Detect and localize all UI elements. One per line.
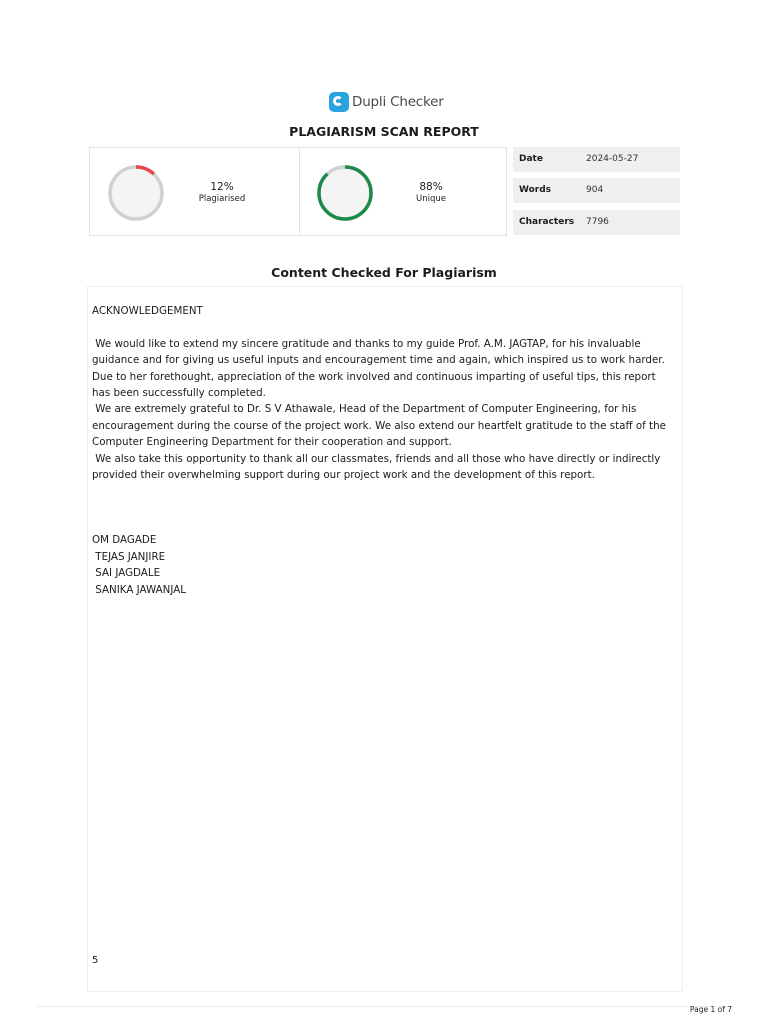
report-title: PLAGIARISM SCAN REPORT — [289, 124, 479, 139]
content-paragraph: We are extremely grateful to Dr. S V Athawale, Head of the Department of Computer Engineering, for his encouragement during the course of the project work. We also extend our heartfelt gratitude to the staff of the Computer Engineering Department for their cooperation and support. — [92, 403, 670, 449]
author-name: SAI JAGDALE — [92, 567, 161, 580]
footer-divider — [36, 1006, 732, 1007]
dupli-checker-logo-icon — [329, 92, 349, 112]
content-paragraph: We also take this opportunity to thank all our classmates, friends and all those who have directly or indirectly provided their overwhelming support during our project work and the development of this report. — [92, 452, 664, 482]
content-section-title: Content Checked For Plagiarism — [271, 265, 497, 280]
plagiarised-ring-chart — [107, 164, 165, 222]
meta-key: Words — [519, 185, 552, 195]
plagiarised-label: Plagiarised — [198, 194, 246, 204]
unique-label: Unique — [416, 194, 446, 204]
meta-row-characters — [513, 210, 680, 235]
scan-summary-panel — [89, 147, 507, 236]
author-name: OM DAGADE — [92, 534, 157, 547]
document-page-number: 5 — [92, 955, 99, 966]
stats-divider — [299, 148, 300, 235]
unique-percent: 88% — [419, 181, 443, 193]
meta-row-words — [513, 178, 680, 203]
plagiarised-ring-track — [110, 167, 162, 219]
meta-value: 2024-05-27 — [586, 154, 639, 164]
content-heading: ACKNOWLEDGEMENT — [92, 305, 203, 317]
meta-key: Date — [519, 154, 543, 164]
dupli-checker-logo — [329, 91, 444, 113]
plagiarised-percent: 12% — [210, 181, 234, 193]
meta-key: Characters — [519, 217, 575, 227]
content-paragraph: We would like to extend my sincere gratitude and thanks to my guide Prof. A.M. JAGTAP, for his invaluable guidance and for giving us useful inputs and encouragement time and again, which inspired us to work harder. Due to her forethought, appreciation of the work involved and continuous imparting of useful tips, this report has been successfully completed. — [92, 337, 669, 400]
brand-name: Dupli Checker — [352, 94, 444, 110]
meta-value: 904 — [586, 185, 604, 195]
footer-page-indicator: Page 1 of 7 — [689, 1005, 732, 1014]
meta-row-date — [513, 147, 680, 172]
meta-value: 7796 — [586, 217, 609, 227]
author-name: TEJAS JANJIRE — [92, 550, 166, 563]
author-name: SANIKA JAWANJAL — [92, 583, 187, 596]
unique-stat — [396, 181, 466, 205]
checked-content-box — [87, 286, 683, 992]
plagiarised-stat — [187, 181, 257, 205]
unique-ring-chart — [316, 164, 374, 222]
